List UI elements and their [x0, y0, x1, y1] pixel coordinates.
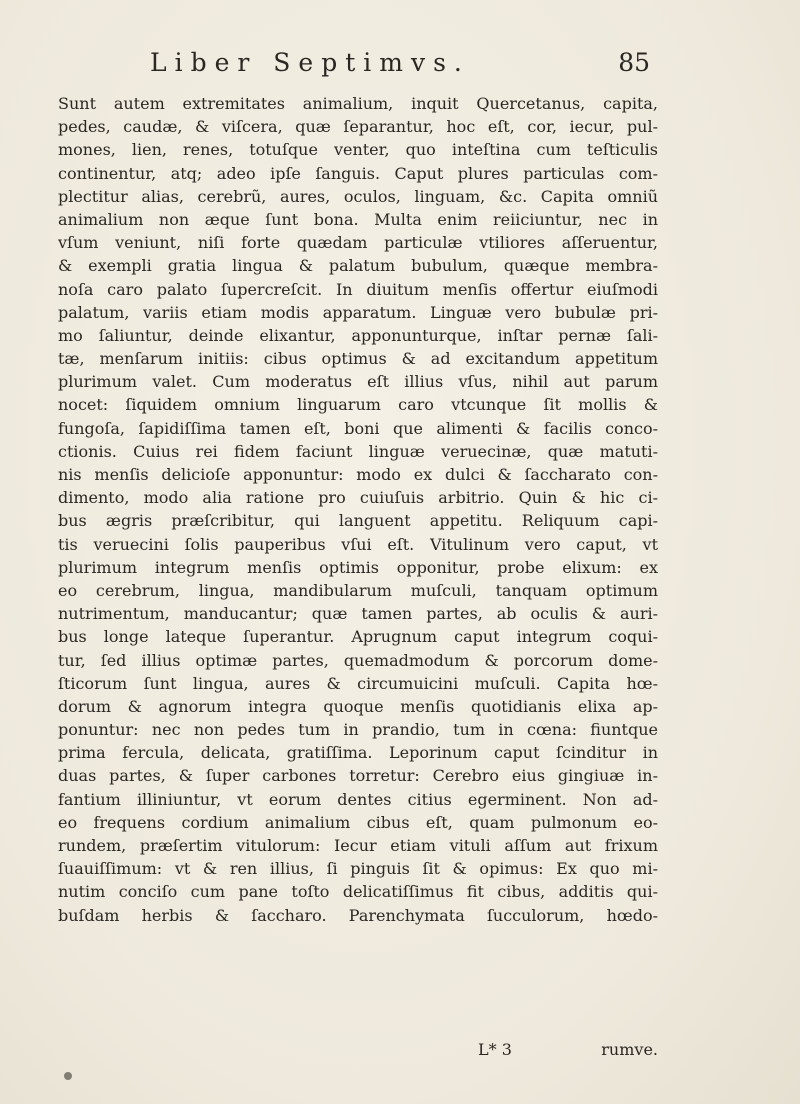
text-line: ſuauiſſimum: vt & ren illius, ſi pinguis ſit & opimus: Ex quo mi-	[58, 859, 658, 879]
text-line: plectitur alias, cerebrũ, aures, oculos, linguam, &c. Capita omniũ	[58, 186, 658, 206]
ink-smudge	[64, 1072, 72, 1080]
page-number: 85	[618, 48, 650, 77]
signature-mark: L* 3	[478, 1040, 512, 1059]
text-line: tis veruecini ſolis pauperibus vſui eſt. Vitulinum vero caput, vt	[58, 534, 658, 554]
running-title: Liber Septimvs.	[150, 48, 470, 77]
text-line: fungoſa, ſapidiſſima tamen eſt, boni que alimenti & facilis conco-	[58, 418, 658, 438]
catchword: rumve.	[601, 1040, 658, 1059]
text-line: tæ, menſarum initiis: cibus optimus & ad excitandum appetitum	[58, 349, 658, 369]
text-line: duas partes, & ſuper carbones torretur: Cerebro eius gingiuæ in-	[58, 766, 658, 786]
text-line: pedes, caudæ, & viſcera, quæ ſeparantur, hoc eſt, cor, iecur, pul-	[58, 117, 658, 137]
body-text	[58, 92, 658, 927]
text-line: mones, lien, renes, totuſque venter, quo inteſtina cum teſticulis	[58, 140, 658, 160]
text-line: bus ægris præſcribitur, qui languent appetitu. Reliquum capi-	[58, 511, 658, 531]
text-line: ctionis. Cuius rei fidem faciunt linguæ veruecinæ, quæ matuti-	[58, 441, 658, 461]
text-line: plurimum valet. Cum moderatus eſt illius vſus, nihil aut parum	[58, 372, 658, 392]
text-line: mo ſaliuntur, deinde elixantur, apponunturque, inſtar pernæ ſali-	[58, 325, 658, 345]
running-head	[150, 48, 650, 88]
text-line: & exempli gratia lingua & palatum bubulum, quæque membra-	[58, 256, 658, 276]
text-line: palatum, variis etiam modis apparatum. Linguæ vero bubulæ pri-	[58, 302, 658, 322]
text-line: vſum veniunt, niſi forte quædam particulæ vtiliores aſſeruentur,	[58, 233, 658, 253]
text-line: animalium non æque ſunt bona. Multa enim reiiciuntur, nec in	[58, 209, 658, 229]
text-line: ſticorum ſunt lingua, aures & circumuicini muſculi. Capita hœ-	[58, 673, 658, 693]
page-footer	[58, 1040, 658, 1064]
text-line: plurimum integrum menſis optimis opponitur, probe elixum: ex	[58, 557, 658, 577]
text-line: dimento, modo alia ratione pro cuiuſuis arbitrio. Quin & hic ci-	[58, 488, 658, 508]
text-line: rundem, præſertim vitulorum: Iecur etiam vituli aſſum aut frixum	[58, 836, 658, 855]
text-line: nocet: ſiquidem omnium linguarum caro vtcunque ſit mollis &	[58, 395, 658, 415]
text-line: dorum & agnorum integra quoque menſis quotidianis elixa ap-	[58, 696, 658, 716]
text-line: prima fercula, delicata, gratiſſima. Leporinum caput ſcinditur in	[58, 743, 658, 763]
text-line: eo cerebrum, lingua, mandibularum muſculi, tanquam optimum	[58, 580, 658, 600]
text-line: nis menſis delicioſe apponuntur: modo ex dulci & ſaccharato con-	[58, 465, 658, 484]
text-line: noſa caro palato ſupercreſcit. In diuitum menſis offertur eiuſmodi	[58, 279, 658, 299]
text-line: ponuntur: nec non pedes tum in prandio, tum in cœna: fiuntque	[58, 720, 658, 740]
text-line: eo frequens cordium animalium cibus eſt, quam pulmonum eo-	[58, 812, 658, 832]
text-line: tur, ſed illius optimæ partes, quemadmodum & porcorum dome-	[58, 650, 658, 670]
text-line: fantium illiniuntur, vt eorum dentes citius egerminent. Non ad-	[58, 789, 658, 809]
text-line: Sunt autem extremitates animalium, inquit Quercetanus, capita,	[58, 94, 658, 113]
text-line: buſdam herbis & ſaccharo. Parenchymata ſucculorum, hœdo-	[58, 905, 658, 925]
text-line: nutrimentum, manducantur; quæ tamen partes, ab oculis & auri-	[58, 604, 658, 624]
text-line: nutim conciſo cum pane toſto delicatiſſimus fit cibus, additis qui-	[58, 882, 658, 902]
text-line: continentur, atq; adeo ipſe ſanguis. Caput plures particulas com-	[58, 163, 658, 183]
text-line: bus longe lateque ſuperantur. Aprugnum caput integrum coqui-	[58, 627, 658, 647]
